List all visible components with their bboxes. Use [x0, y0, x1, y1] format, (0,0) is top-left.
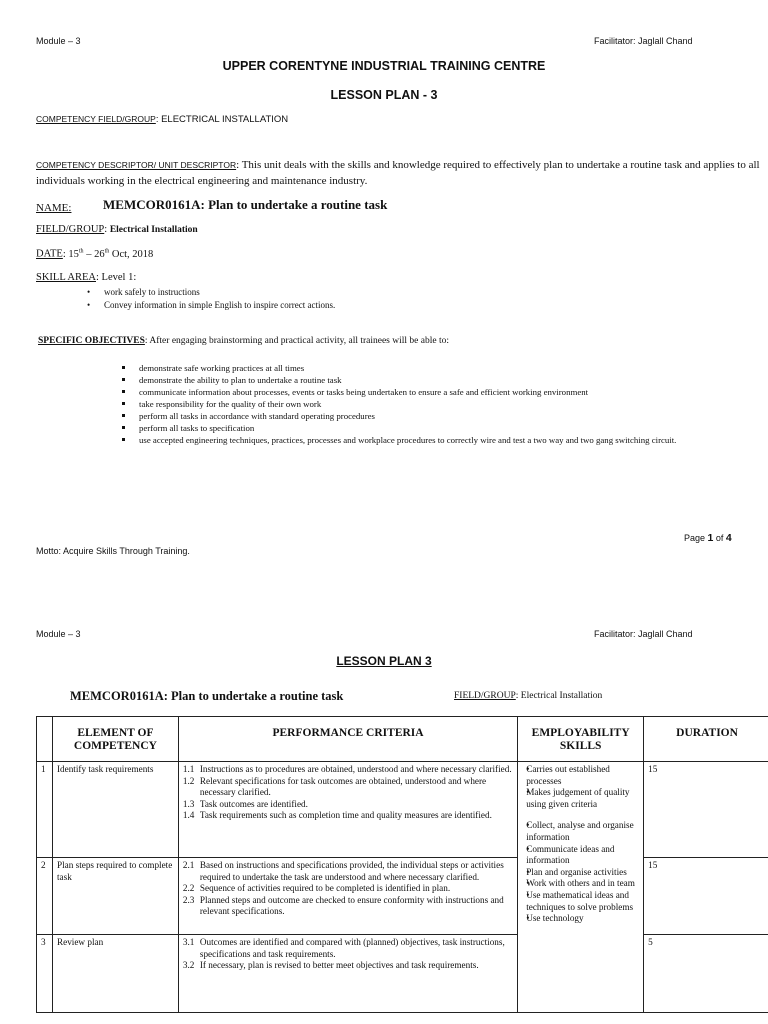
- skill-area: [36, 272, 136, 283]
- table-row: [37, 858, 768, 935]
- header-element: ELEMENT OF COMPETENCY: [52, 717, 178, 762]
- table-row: [37, 762, 768, 858]
- name-value: MEMCOR0161A: Plan to undertake a routine task: [103, 197, 388, 212]
- competency-field-value: : ELECTRICAL INSTALLATION: [155, 114, 289, 125]
- list-item: communicate information about processes, events or tasks being undertaken to ensure a safe and efficient working environment: [139, 386, 739, 398]
- table-row: [37, 935, 768, 1013]
- facilitator-label: Facilitator: Jaglall Chand: [594, 629, 693, 639]
- table-header-row: [37, 717, 768, 762]
- lesson-plan-title: LESSON PLAN - 3: [330, 88, 438, 102]
- header-employability: EMPLOYABILITY SKILLS: [518, 717, 644, 762]
- criteria-item: 3.2 If necessary, plan is revised to better meet objectives and task requirements.: [182, 960, 479, 971]
- field-group-label: FIELD/GROUP: [36, 224, 105, 235]
- criteria-item: 2.2 Sequence of activities required to be completed is identified in plan.: [182, 883, 451, 894]
- criteria-cell: [178, 935, 517, 1013]
- centre-title: UPPER CORENTYNE INDUSTRIAL TRAINING CENTRE: [222, 59, 546, 73]
- descriptor-text: : This unit deals with the skills and knowledge required to effectively plan to undertake a routine task and applies to all individuals working in the electrical engineering and maintenance industry.: [36, 159, 760, 187]
- criteria-item: 2.3 Planned steps and outcome are checked to ensure conformity with instructions and relevant specifications.: [182, 894, 504, 917]
- list-item: take responsibility for the quality of their own work: [139, 398, 739, 410]
- list-item: perform all tasks to specification: [139, 422, 739, 434]
- criteria-item: 1.3 Task outcomes are identified.: [182, 798, 308, 809]
- duration-cell: 15: [644, 858, 768, 935]
- objectives-label: SPECIFIC OBJECTIVES: [38, 336, 145, 346]
- list-item: • work safely to instructions: [87, 287, 200, 297]
- element-cell: Identify task requirements: [52, 762, 178, 858]
- list-item: • Plan and organise activities: [526, 867, 639, 879]
- list-item: • Makes judgement of quality using given criteria: [526, 787, 639, 810]
- list-item: • Carries out established processes: [526, 764, 639, 787]
- header-criteria: PERFORMANCE CRITERIA: [178, 717, 517, 762]
- facilitator-label: Facilitator: Jaglall Chand: [594, 36, 693, 46]
- list-item: perform all tasks in accordance with standard operating procedures: [139, 410, 739, 422]
- objectives-list: [139, 362, 739, 446]
- descriptor-label: COMPETENCY DESCRIPTOR/ UNIT DESCRIPTOR: [36, 160, 237, 170]
- criteria-cell: [178, 762, 517, 858]
- list-item: • Use mathematical ideas and techniques to solve problems: [526, 890, 639, 913]
- row-number: 2: [37, 858, 53, 935]
- field-group-value: : Electrical Installation: [515, 691, 603, 701]
- field-group-label: FIELD/GROUP: [454, 691, 516, 701]
- date: [36, 248, 153, 260]
- row-number: 1: [37, 762, 53, 858]
- criteria-item: 1.4 Task requirements such as completion time and quality measures are identified.: [182, 810, 492, 821]
- list-item: • Convey information in simple English to inspire correct actions.: [87, 300, 336, 310]
- page-number: Page 1 of 4: [684, 532, 732, 544]
- list-item: demonstrate the ability to plan to undertake a routine task: [139, 374, 739, 386]
- specific-objectives: [38, 336, 449, 346]
- lesson-plan-table: [36, 716, 768, 1013]
- competency-field-label: COMPETENCY FIELD/GROUP: [36, 114, 156, 124]
- duration-cell: 5: [644, 935, 768, 1013]
- list-item: • Work with others and in team: [526, 878, 639, 890]
- element-cell: Review plan: [52, 935, 178, 1013]
- date-value: : 15th – 26th Oct, 2018: [62, 248, 154, 260]
- header-duration: DURATION: [644, 717, 768, 762]
- list-item: demonstrate safe working practices at all times: [139, 362, 739, 374]
- unit-name: [36, 197, 388, 216]
- objectives-intro: : After engaging brainstorming and practical activity, all trainees will be able to:: [144, 336, 449, 346]
- lesson-plan-title: LESSON PLAN 3: [336, 654, 432, 668]
- skill-area-label: SKILL AREA: [36, 272, 96, 283]
- header-num: [37, 717, 53, 762]
- field-group-value: Electrical Installation: [109, 225, 198, 235]
- list-item: • Collect, analyse and organise information: [526, 820, 639, 843]
- criteria-cell: [178, 858, 517, 935]
- unit-title: MEMCOR0161A: Plan to undertake a routine task: [70, 689, 344, 703]
- field-group: [454, 691, 602, 701]
- list-item: • Use technology: [526, 913, 639, 925]
- criteria-item: 2.1 Based on instructions and specifications provided, the individual steps or activities required to undertake the task are understood and where necessary clarified.: [182, 860, 504, 882]
- field-group: FIELD/GROUP: Electrical Installation: [36, 224, 198, 235]
- module-label: Module – 3: [36, 629, 81, 639]
- list-item: • Communicate ideas and information: [526, 844, 639, 867]
- criteria-item: 3.1 Outcomes are identified and compared with (planned) objectives, task instructions, specifications and task requirements.: [182, 937, 505, 959]
- module-label: Module – 3: [36, 36, 81, 46]
- skill-area-value: : Level 1:: [96, 272, 137, 283]
- competency-descriptor: [36, 157, 762, 188]
- criteria-item: 1.2 Relevant specifications for task outcomes are obtained, understood and where necessary clarified.: [182, 775, 487, 798]
- row-number: 3: [37, 935, 53, 1013]
- name-label: NAME:: [36, 202, 72, 214]
- skill-list: [87, 286, 336, 312]
- list-item: use accepted engineering techniques, practices, processes and workplace procedures to correctly wire and test a two way and two gang switching circuit.: [139, 434, 739, 446]
- date-label: DATE: [36, 248, 63, 260]
- competency-field: [36, 114, 288, 125]
- employability-cell: [518, 762, 644, 1013]
- duration-cell: 15: [644, 762, 768, 858]
- criteria-item: 1.1 Instructions as to procedures are obtained, understood and where necessary clarified.: [182, 764, 512, 774]
- motto: Motto: Acquire Skills Through Training.: [36, 546, 190, 556]
- element-cell: Plan steps required to complete task: [52, 858, 178, 935]
